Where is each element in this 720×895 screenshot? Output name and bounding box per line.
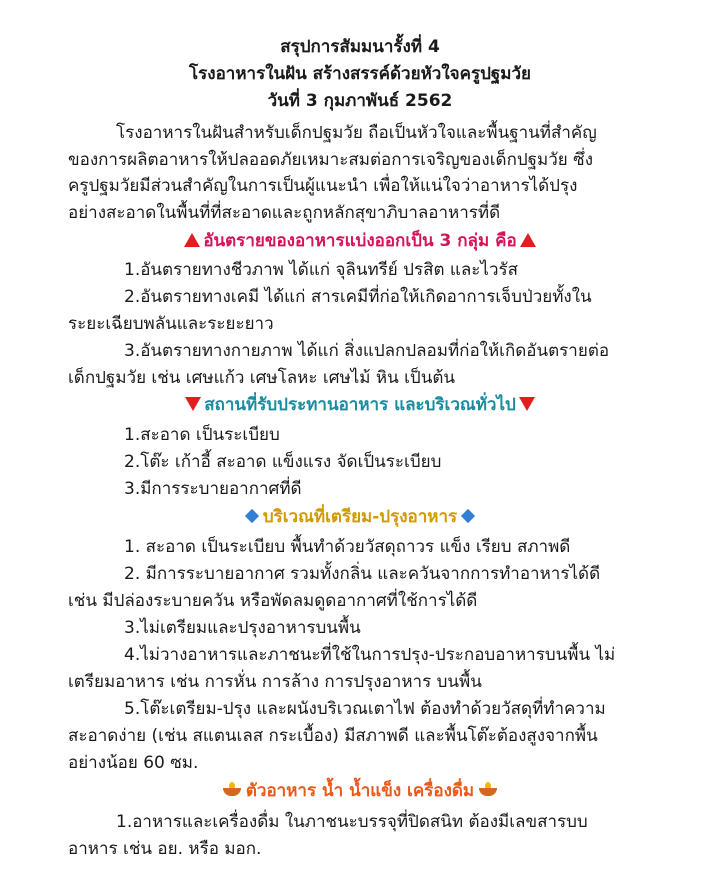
prep-line-6: เตรียมอาหาร เช่น การหั่น การล้าง การปรุงอาหาร บนพื้น <box>68 672 482 692</box>
title-line-1: สรุปการสัมมนารั้งที่ 4 <box>280 37 440 57</box>
prep-line-9: อย่างน้อย 60 ซม. <box>68 753 199 773</box>
oil-lamp-icon <box>479 784 497 796</box>
title-date: วันที่ 3 กุมภาพันธ์ 2562 <box>267 91 453 111</box>
food-line-1: 1.อาหารและเครื่องดื่ม ในภาชนะบรรจุที่ปิดสนิท ต้องมีเลขสารบบ <box>116 812 588 832</box>
red-triangle-down-icon <box>519 397 535 411</box>
section-heading-food-drinks-text: ตัวอาหาร น้ำ น้ำแข็ง เครื่องดื่ม <box>245 781 475 801</box>
title-line-2: โรงอาหารในฝัน สร้างสรรค์ด้วยหัวใจครูปฐมวัย <box>189 64 531 84</box>
intro-line-1: โรงอาหารในฝันสำหรับเด็กปฐมวัย ถือเป็นหัวใจและพื้นฐานที่สำคัญ <box>116 123 597 143</box>
section-heading-prep-area-text: บริเวณที่เตรียม-ปรุงอาหาร <box>262 507 458 527</box>
dining-line-1: 1.สะอาด เป็นระเบียบ <box>124 425 280 445</box>
hazard-line-3: ระยะเฉียบพลันและระยะยาว <box>68 314 274 334</box>
section-heading-hazards <box>0 229 720 253</box>
hazard-line-4: 3.อันตรายทางกายภาพ ได้แก่ สิ่งแปลกปลอมที่ก่อให้เกิดอันตรายต่อ <box>124 341 610 361</box>
section-heading-hazards-text: อันตรายของอาหารแบ่งออกเป็น 3 กลุ่ม คือ <box>203 231 517 251</box>
prep-line-4: 3.ไม่เตรียมและปรุงอาหารบนพื้น <box>124 618 361 638</box>
blue-diamond-icon <box>245 509 259 523</box>
section-heading-dining-area-text: สถานที่รับประทานอาหาร และบริเวณทั่วไป <box>204 395 516 415</box>
prep-line-7: 5.โต๊ะเตรียม-ปรุง และผนังบริเวณเตาไฟ ต้องทำด้วยวัสดุที่ทำความ <box>124 699 606 719</box>
prep-line-5: 4.ไม่วางอาหารและภาชนะที่ใช้ในการปรุง-ประกอบอาหารบนพื้น ไม่ <box>124 645 616 665</box>
section-heading-prep-area <box>0 505 720 529</box>
blue-diamond-icon <box>461 509 475 523</box>
section-heading-dining-area <box>0 393 720 417</box>
dining-line-3: 3.มีการระบายอากาศที่ดี <box>124 479 302 499</box>
food-line-2: อาหาร เช่น อย. หรือ มอก. <box>68 839 262 859</box>
oil-lamp-icon <box>223 784 241 796</box>
intro-line-2: ของการผลิตอาหารให้ปลออดภัยเหมาะสมต่อการเจริญของเด็กปฐมวัย ซึ่ง <box>68 150 593 170</box>
prep-line-8: สะอาดง่าย (เช่น สแตนเลส กระเบื้อง) มีสภาพดี และพื้นโต๊ะต้องสูงจากพื้น <box>68 726 598 746</box>
hazard-line-2: 2.อันตรายทางเคมี ได้แก่ สารเคมีที่ก่อให้เกิดอาการเจ็บป่วยทั้งใน <box>124 287 592 307</box>
hazard-line-1: 1.อันตรายทางชีวภาพ ได้แก่ จุลินทรีย์ ปรสิต และไวรัส <box>124 260 519 280</box>
section-heading-food-drinks <box>0 779 720 803</box>
prep-line-2: 2. มีการระบายอากาศ รวมทั้งกลิ่น และควันจากการทำอาหารได้ดี <box>124 564 601 584</box>
red-triangle-down-icon <box>185 397 201 411</box>
intro-line-4: อย่างสะอาดในพื้นที่ที่สะอาดและถูกหลักสุขาภิบาลอาหารที่ดี <box>68 203 501 223</box>
hazard-line-5: เด็กปฐมวัย เช่น เศษแก้ว เศษโลหะ เศษไม้ หิน เป็นต้น <box>68 368 455 388</box>
prep-line-1: 1. สะอาด เป็นระเบียบ พื้นทำด้วยวัสดุถาวร แข็ง เรียบ สภาพดี <box>124 537 571 557</box>
red-triangle-up-icon <box>520 233 536 247</box>
prep-line-3: เช่น มีปล่องระบายควัน หรือพัดลมดูดอากาศที่ใช้การได้ดี <box>68 591 478 611</box>
intro-line-3: ครูปฐมวัยมีส่วนสำคัญในการเป็นผู้แนะนำ เพื่อให้แน่ใจว่าอาหารได้ปรุง <box>68 176 578 196</box>
red-triangle-up-icon <box>184 233 200 247</box>
dining-line-2: 2.โต๊ะ เก้าอี้ สะอาด แข็งแรง จัดเป็นระเบียบ <box>124 452 442 472</box>
